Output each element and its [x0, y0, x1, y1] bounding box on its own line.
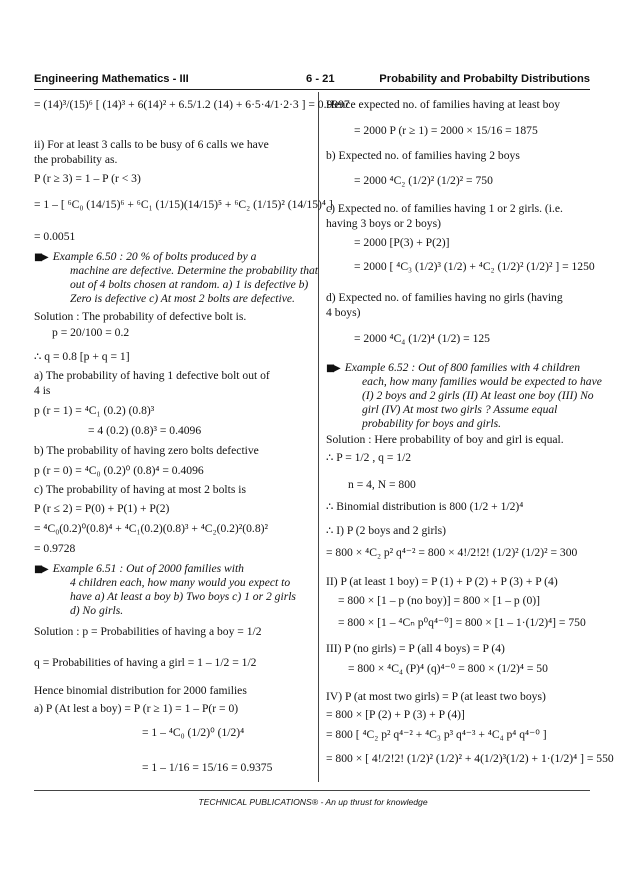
- left-line-text: Zero is defective c) At most 2 bolts are defective.: [70, 292, 295, 305]
- right-line: [356, 375, 602, 390]
- right-line: [338, 616, 586, 630]
- right-line: [354, 260, 595, 274]
- left-line-text: c) The probability of having at most 2 bolts is: [34, 483, 246, 496]
- right-line: [356, 417, 501, 432]
- right-line: [326, 524, 446, 538]
- right-line-text: girl (IV) At most two girls ? Assume equal: [362, 403, 558, 416]
- right-line-text: (I) 2 boys and 2 girls (II) At least one boy (III) No: [362, 389, 594, 402]
- left-line: [34, 369, 270, 383]
- arrow-icon: ▮▮▶: [34, 252, 47, 263]
- right-line: [326, 728, 547, 742]
- header-chapter-title: Probability and Probabilty Distributions: [379, 73, 590, 85]
- running-header: [34, 73, 590, 89]
- left-line-text: = 1 – 1/16 = 15/16 = 0.9375: [142, 761, 273, 774]
- left-line-text: a) P (At lest a boy) = P (r ≥ 1) = 1 – P(r = 0): [34, 702, 239, 715]
- right-line-text: = 800 × [P (2) + P (3) + P (4)]: [326, 708, 465, 721]
- right-line-text: ∴ Binomial distribution is 800 (1/2 + 1/2)⁴: [326, 500, 524, 513]
- right-line-text: = 2000 [P(3) + P(2)]: [354, 236, 450, 249]
- right-line-text: = 800 × [1 – ⁴Cₙ p⁰q⁴⁻⁰] = 800 × [1 – 1·(1/2)⁴] = 750: [338, 616, 586, 629]
- right-line-text: = 800 [ ⁴C₂ p² q⁴⁻² + ⁴C₃ p³ q⁴⁻³ + ⁴C₄ p⁴ q⁴⁻⁰ ]: [326, 728, 547, 741]
- left-line-text: p (r = 1) = ⁴C₁ (0.2) (0.8)³: [34, 404, 155, 417]
- right-line-text: Example 6.52 : Out of 800 families with 4 children: [344, 361, 580, 374]
- right-line: [338, 594, 540, 608]
- left-line-text: ii) For at least 3 calls to be busy of 6 calls we have: [34, 138, 269, 151]
- right-line: [354, 124, 538, 138]
- right-line-text: probability for boys and girls.: [362, 417, 502, 430]
- left-line: [34, 350, 130, 364]
- left-line: [34, 230, 75, 244]
- left-line-text: ∴ q = 0.8 [p + q = 1]: [34, 350, 130, 363]
- left-line: [34, 483, 246, 497]
- right-line: [326, 546, 577, 560]
- left-line-text: Example 6.51 : Out of 2000 families with: [52, 562, 244, 575]
- left-line-text: a) The probability of having 1 defective bolt out of: [34, 369, 270, 382]
- right-line-text: each, how many families would be expected to have: [362, 375, 602, 388]
- left-line: [34, 702, 238, 716]
- right-line: [326, 451, 411, 465]
- left-line: [142, 726, 244, 740]
- left-line-text: P (r ≤ 2) = P(0) + P(1) + P(2): [34, 502, 170, 515]
- left-line: [34, 310, 246, 324]
- left-line: [142, 761, 272, 775]
- right-line: [326, 500, 523, 514]
- left-line: [64, 590, 296, 605]
- footer-text: TECHNICAL PUBLICATIONS® - An up thrust for knowledge: [198, 797, 428, 807]
- header-book-title: Engineering Mathematics - III: [34, 73, 189, 85]
- left-line: [34, 444, 259, 458]
- right-line: [326, 98, 560, 112]
- left-line: [34, 562, 244, 577]
- left-line-text: = 1 – ⁴C₀ (1/2)⁰ (1/2)⁴: [142, 726, 245, 739]
- right-line: [356, 389, 594, 404]
- left-line-text: p (r = 0) = ⁴C₀ (0.2)⁰ (0.8)⁴ = 0.4096: [34, 464, 204, 477]
- right-line-text: IV) P (at most two girls) = P (at least two boys): [326, 690, 546, 703]
- arrow-icon: ▮▮▶: [34, 564, 47, 575]
- left-line-text: = 1 – [ ⁶C₀ (14/15)⁶ + ⁶C₁ (1/15)(14/15)⁵ + ⁶C₂ (1/15)² (14/15)⁴ ]: [34, 198, 333, 211]
- left-line-text: = 4 (0.2) (0.8)³ = 0.4096: [88, 424, 202, 437]
- right-line: [326, 202, 563, 216]
- right-line: [326, 306, 360, 320]
- right-line: [348, 662, 548, 676]
- left-line-text: Solution : p = Probabilities of having a boy = 1/2: [34, 625, 262, 638]
- right-line-text: Solution : Here probability of boy and girl is equal.: [326, 433, 564, 446]
- left-line: [34, 153, 117, 167]
- left-line-text: 4 is: [34, 384, 51, 397]
- left-line: [34, 656, 256, 670]
- right-line: [326, 642, 505, 656]
- arrow-icon: ▮▮▶: [326, 363, 339, 374]
- right-line: [356, 403, 557, 418]
- left-line: [34, 684, 247, 698]
- right-line-text: = 800 × [ 4!/2!2! (1/2)² (1/2)² + 4(1/2)³(1/2) + 1·(1/2)⁴ ] = 550: [326, 752, 614, 765]
- left-line-text: machine are defective. Determine the probability that: [70, 264, 319, 277]
- right-line: [354, 174, 493, 188]
- right-line: [326, 433, 564, 447]
- right-line-text: = 800 × ⁴C₄ (P)⁴ (q)⁴⁻⁰ = 800 × (1/2)⁴ = 50: [348, 662, 548, 675]
- left-line: [64, 278, 308, 293]
- left-line-text: q = Probabilities of having a girl = 1 – 1/2 = 1/2: [34, 656, 257, 669]
- right-line: [326, 361, 580, 376]
- left-line-text: = 0.9728: [34, 542, 76, 555]
- right-line: [326, 752, 614, 766]
- right-line-text: II) P (at least 1 boy) = P (1) + P (2) + P (3) + P (4): [326, 575, 558, 588]
- left-line: [52, 326, 129, 340]
- left-line-text: the probability as.: [34, 153, 118, 166]
- left-line-text: P (r ≥ 3) = 1 – P (r < 3): [34, 172, 141, 185]
- right-line: [354, 332, 490, 346]
- right-line-text: = 2000 [ ⁴C₃ (1/2)³ (1/2) + ⁴C₂ (1/2)² (1/2)² ] = 1250: [354, 260, 595, 273]
- left-line-text: = ⁴C₀(0.2)⁰(0.8)⁴ + ⁴C₁(0.2)(0.8)³ + ⁴C₂(0.2)²(0.8)²: [34, 522, 268, 535]
- left-line-text: Example 6.50 : 20 % of bolts produced by a: [52, 250, 257, 263]
- right-line: [326, 690, 546, 704]
- right-line-text: 4 boys): [326, 306, 361, 319]
- left-line: [34, 384, 50, 398]
- right-line-text: n = 4, N = 800: [348, 478, 416, 491]
- right-line: [348, 478, 416, 492]
- right-line: [326, 575, 558, 589]
- left-line: [34, 98, 350, 112]
- right-line-text: = 800 × [1 – p (no boy)] = 800 × [1 – p (0)]: [338, 594, 540, 607]
- right-line-text: = 2000 ⁴C₂ (1/2)² (1/2)² = 750: [354, 174, 493, 187]
- left-line: [64, 264, 318, 279]
- right-line: [354, 236, 450, 250]
- left-line: [34, 464, 204, 478]
- right-line: [326, 149, 520, 163]
- left-line: [64, 576, 290, 591]
- right-line-text: having 3 boys or 2 boys): [326, 217, 441, 230]
- left-line-text: Solution : The probability of defective bolt is.: [34, 310, 247, 323]
- header-page-number: 6 - 21: [306, 73, 335, 85]
- right-line-text: d) Expected no. of families having no girls (having: [326, 291, 563, 304]
- left-line-text: p = 20/100 = 0.2: [52, 326, 130, 339]
- right-line: [326, 708, 465, 722]
- left-line: [34, 502, 169, 516]
- left-line: [34, 138, 269, 152]
- left-line: [88, 424, 201, 438]
- left-line: [34, 542, 75, 556]
- right-line: [326, 291, 563, 305]
- right-line-text: b) Expected no. of families having 2 boys: [326, 149, 520, 162]
- right-line-text: c) Expected no. of families having 1 or 2 girls. (i.e.: [326, 202, 563, 215]
- left-line: [34, 198, 333, 212]
- right-line: [326, 217, 441, 231]
- left-line-text: out of 4 bolts chosen at random. a) 1 is defective b): [70, 278, 309, 291]
- left-line: [34, 404, 154, 418]
- left-line-text: d) No girls.: [70, 604, 124, 617]
- right-line-text: = 2000 ⁴C₄ (1/2)⁴ (1/2) = 125: [354, 332, 490, 345]
- left-line: [64, 604, 123, 619]
- left-line-text: = (14)³/(15)⁶ [ (14)³ + 6(14)² + 6.5/1.2 (14) + 6·5·4/1·2·3 ] = 0.9997: [34, 98, 350, 111]
- left-line-text: 4 children each, how many would you expect to: [70, 576, 291, 589]
- left-line-text: have a) At least a boy b) Two boys c) 1 or 2 girls: [70, 590, 296, 603]
- left-line-text: = 0.0051: [34, 230, 76, 243]
- footer-rule: [34, 790, 590, 791]
- right-line-text: ∴ P = 1/2 , q = 1/2: [326, 451, 412, 464]
- left-line: [34, 172, 141, 186]
- right-line-text: = 800 × ⁴C₂ p² q⁴⁻² = 800 × 4!/2!2! (1/2)² (1/2)² = 300: [326, 546, 578, 559]
- left-line: [34, 625, 262, 639]
- right-line-text: = 2000 P (r ≥ 1) = 2000 × 15/16 = 1875: [354, 124, 538, 137]
- right-line-text: III) P (no girls) = P (all 4 boys) = P (4): [326, 642, 505, 655]
- left-line: [34, 250, 256, 265]
- right-line-text: Hence expected no. of families having at least boy: [326, 98, 561, 111]
- left-line-text: Hence binomial distribution for 2000 families: [34, 684, 247, 697]
- left-line: [64, 292, 295, 307]
- right-line-text: ∴ I) P (2 boys and 2 girls): [326, 524, 446, 537]
- left-line-text: b) The probability of having zero bolts defective: [34, 444, 259, 457]
- column-divider: [318, 92, 319, 782]
- left-line: [34, 522, 268, 536]
- header-rule: [34, 89, 590, 90]
